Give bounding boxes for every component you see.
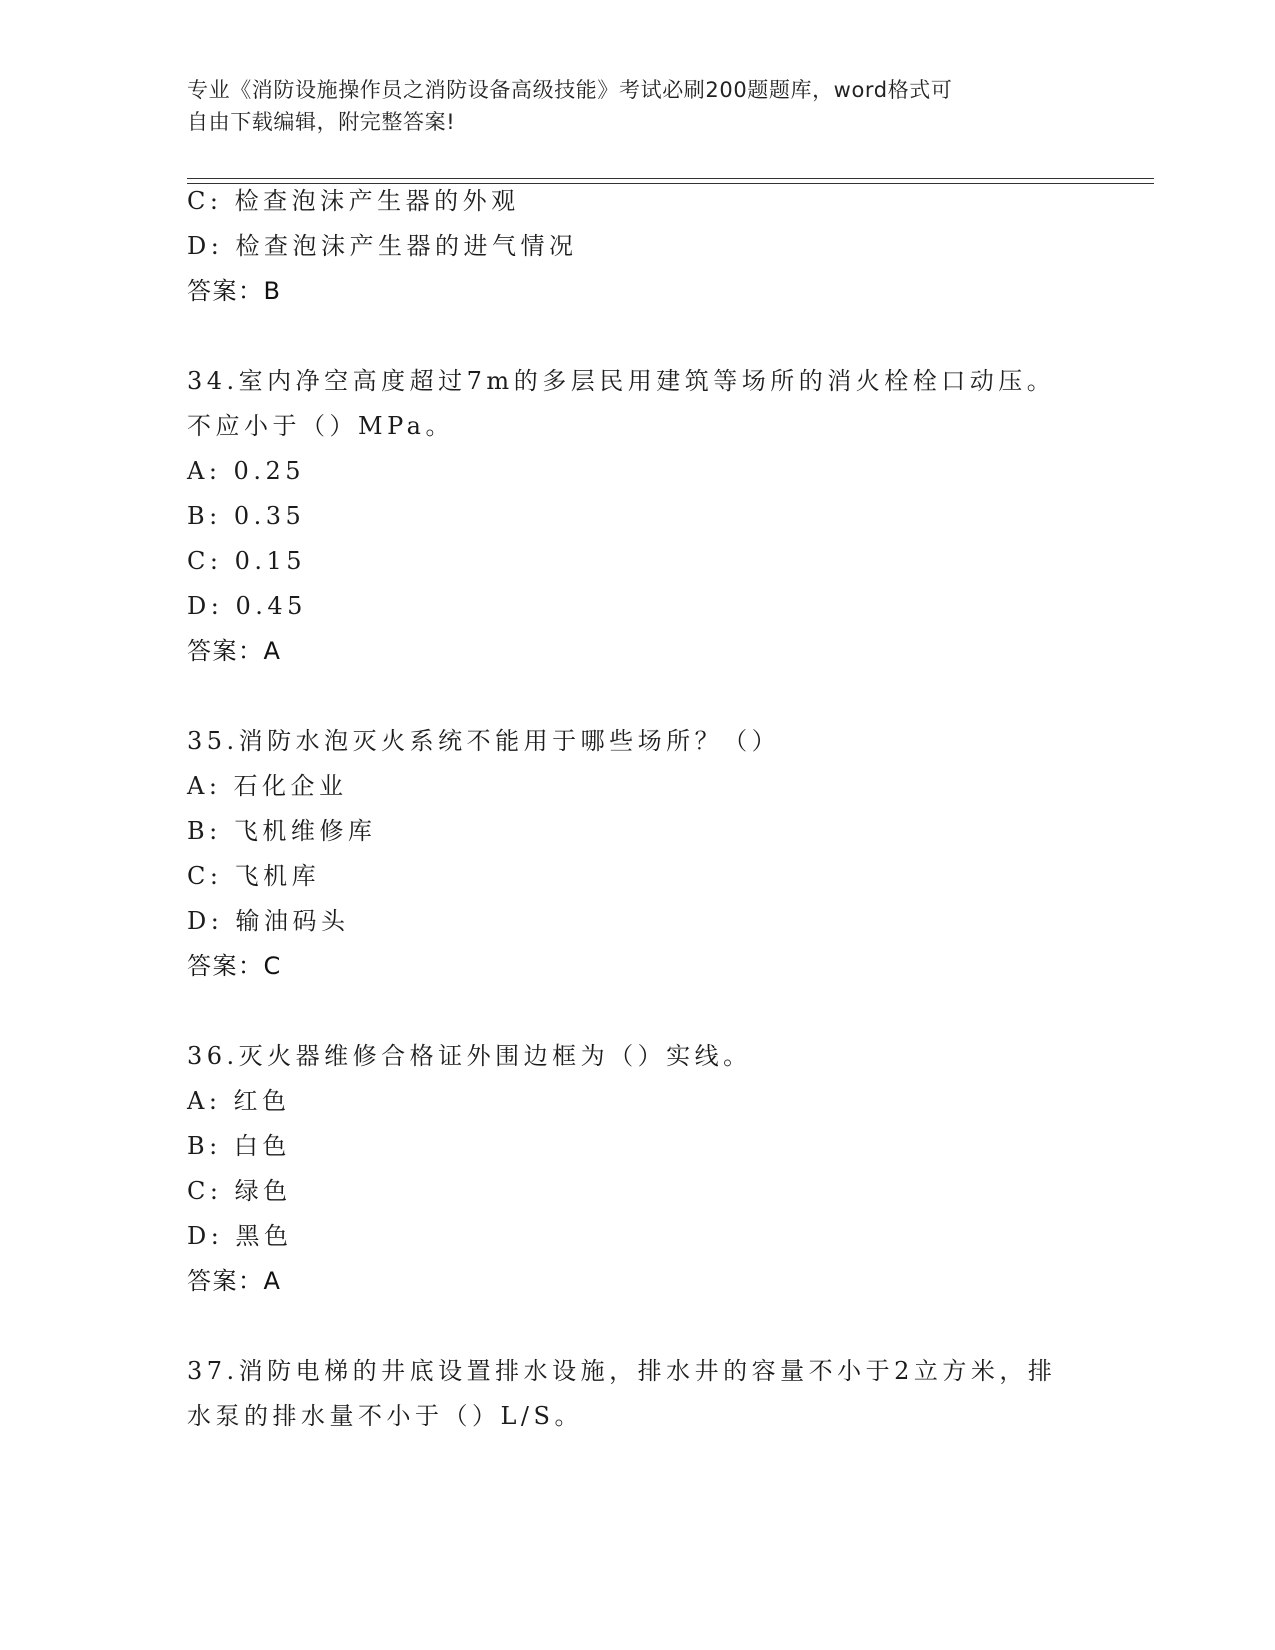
header-divider-bottom — [187, 183, 1154, 184]
q33-option-c: C: 检查泡沫产生器的外观 — [187, 187, 520, 215]
q36-option-d: D: 黑色 — [187, 1222, 293, 1250]
q35-option-d: D: 输油码头 — [187, 907, 350, 935]
q34-stem-line-2: 不应小于（）MPa。 — [187, 412, 454, 440]
q36-answer: 答案：A — [187, 1267, 282, 1295]
q36-option-b: B: 白色 — [187, 1132, 291, 1160]
q34-answer: 答案：A — [187, 637, 282, 665]
q35-answer: 答案：C — [187, 952, 282, 980]
q34-option-c: C: 0.15 — [187, 547, 307, 575]
header-divider-top — [187, 178, 1154, 179]
q34-option-b: B: 0.35 — [187, 502, 306, 530]
q37-stem-line-1: 37.消防电梯的井底设置排水设施，排水井的容量不小于2立方米，排 — [187, 1357, 1057, 1385]
q33-answer: 答案：B — [187, 277, 282, 305]
q34-stem-line-1: 34.室内净空高度超过7m的多层民用建筑等场所的消火栓栓口动压。 — [187, 367, 1056, 395]
q34-option-a: A: 0.25 — [187, 457, 305, 485]
q35-option-c: C: 飞机库 — [187, 862, 321, 890]
q35-option-b: B: 飞机维修库 — [187, 817, 377, 845]
q36-option-a: A: 红色 — [187, 1087, 291, 1115]
header-line-2: 自由下载编辑，附完整答案! — [187, 110, 456, 134]
q35-stem-line-1: 35.消防水泡灭火系统不能用于哪些场所？（） — [187, 727, 781, 755]
q34-option-d: D: 0.45 — [187, 592, 307, 620]
q36-option-c: C: 绿色 — [187, 1177, 292, 1205]
q36-stem-line-1: 36.灭火器维修合格证外围边框为（）实线。 — [187, 1042, 752, 1070]
q37-stem-line-2: 水泵的排水量不小于（）L/S。 — [187, 1402, 583, 1430]
q35-option-a: A: 石化企业 — [187, 772, 348, 800]
header-line-1: 专业《消防设施操作员之消防设备高级技能》考试必刷200题题库，word格式可 — [187, 78, 953, 102]
document-header — [187, 74, 1067, 138]
q33-option-d: D: 检查泡沫产生器的进气情况 — [187, 232, 578, 260]
